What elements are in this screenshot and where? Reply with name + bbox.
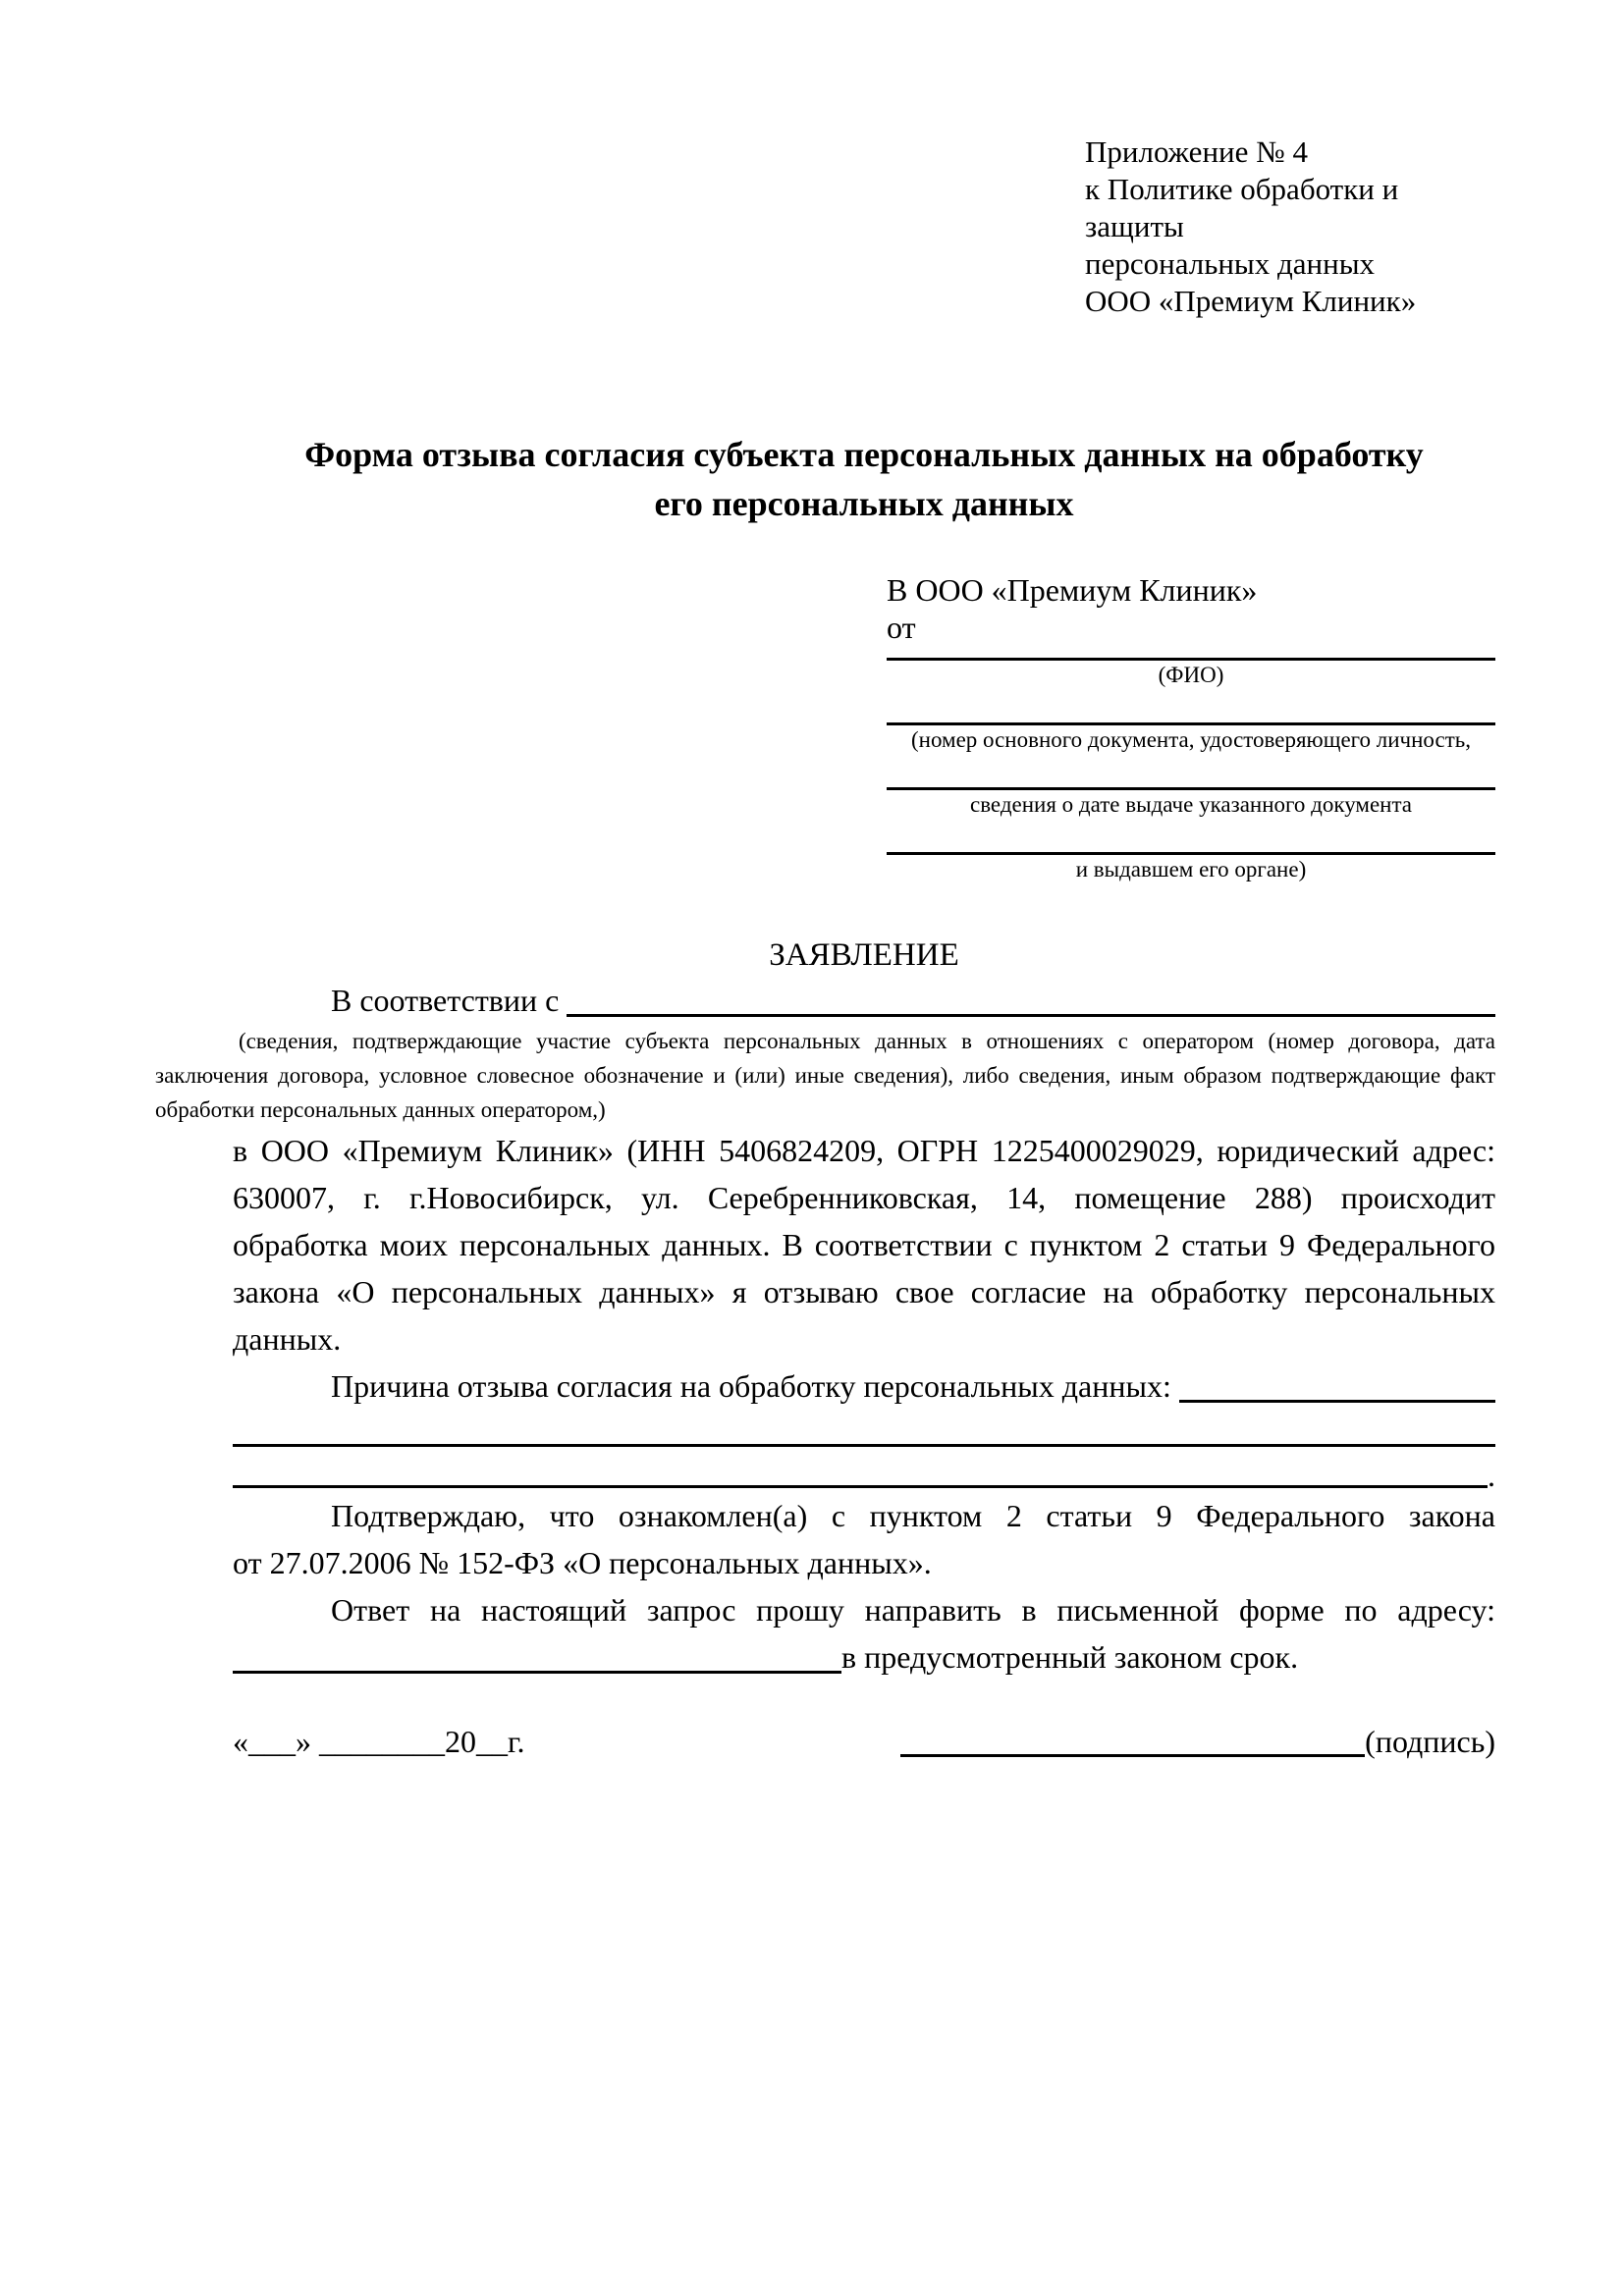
body-line: данных. bbox=[233, 1321, 342, 1357]
small-print-line: заключения договора, условное словесное обозначение и (или) иные сведения), либо сведения, иным образом подтверждающие факт bbox=[155, 1063, 1495, 1088]
fio-field bbox=[887, 646, 1495, 690]
issuing-authority-caption: и выдавшем его органе) bbox=[1075, 857, 1307, 881]
date-line[interactable]: «___» ________20__г. bbox=[233, 1724, 525, 1759]
issuing-authority-field bbox=[887, 820, 1495, 884]
appendix-line: персональных данных bbox=[1085, 246, 1376, 281]
confirm-line: Подтверждаю, что ознакомлен(а) с пунктом 2 статьи 9 Федерального закона bbox=[331, 1498, 1495, 1533]
reason-paragraph bbox=[233, 1362, 1495, 1410]
appendix-line: Приложение № 4 bbox=[1085, 134, 1308, 169]
footer-row bbox=[233, 1720, 1495, 1763]
statement-heading: ЗАЯВЛЕНИЕ bbox=[769, 937, 959, 973]
issue-date-field bbox=[887, 755, 1495, 820]
addressee-to: В ООО «Премиум Клиник» bbox=[887, 572, 1258, 608]
appendix-header bbox=[1085, 133, 1495, 320]
body-paragraph bbox=[233, 1127, 1495, 1362]
small-print-line: обработки персональных данных оператором,) bbox=[155, 1097, 606, 1122]
reply-paragraph bbox=[233, 1586, 1495, 1633]
issuing-authority-blank-line[interactable] bbox=[887, 820, 1495, 855]
trailing-period: . bbox=[1488, 1458, 1495, 1493]
appendix-line: к Политике обработки и защиты bbox=[1085, 172, 1399, 243]
reason-extra-blank-row-2 bbox=[233, 1451, 1495, 1492]
signature-blank-line[interactable] bbox=[900, 1754, 1365, 1757]
signature-group bbox=[900, 1720, 1495, 1763]
reply-suffix: в предусмотренный законом срок. bbox=[841, 1639, 1299, 1675]
reason-extra-blank-row-1 bbox=[233, 1410, 1495, 1451]
addressee-from: от bbox=[887, 610, 916, 645]
fio-caption: (ФИО) bbox=[1158, 663, 1224, 687]
form-title bbox=[233, 430, 1495, 528]
form-title-line: Форма отзыва согласия субъекта персональных данных на обработку bbox=[304, 435, 1424, 474]
addressee-block bbox=[887, 571, 1495, 884]
small-print-note bbox=[155, 1024, 1495, 1127]
reply-request-line: Ответ на настоящий запрос прошу направить в письменной форме по адресу: bbox=[331, 1592, 1495, 1628]
body-line: закона «О персональных данных» я отзываю свое согласие на обработку персональных bbox=[233, 1274, 1495, 1309]
reason-extra-blank-line-2[interactable] bbox=[233, 1485, 1488, 1488]
according-paragraph bbox=[233, 977, 1495, 1024]
signature-caption: (подпись) bbox=[1365, 1724, 1495, 1759]
form-title-line: его персональных данных bbox=[654, 484, 1074, 523]
doc-number-field bbox=[887, 690, 1495, 755]
reason-prefix: Причина отзыва согласия на обработку персональных данных: bbox=[331, 1368, 1171, 1404]
according-prefix: В соответствии с bbox=[331, 983, 560, 1018]
doc-number-caption: (номер основного документа, удостоверяющего личность, bbox=[910, 727, 1471, 752]
reason-extra-blank-line-1[interactable] bbox=[233, 1444, 1495, 1447]
reason-blank-line[interactable] bbox=[1179, 1400, 1495, 1403]
confirm-paragraph bbox=[233, 1492, 1495, 1586]
body-line: 630007, г. г.Новосибирск, ул. Серебренниковская, 14, помещение 288) происходит bbox=[233, 1180, 1495, 1215]
issue-date-caption: сведения о дате выдаче указанного документа bbox=[969, 792, 1413, 817]
body-line: в ООО «Премиум Клиник» (ИНН 5406824209, ОГРН 1225400029029, юридический адрес: bbox=[233, 1133, 1495, 1168]
according-blank-line[interactable] bbox=[567, 1014, 1495, 1017]
reply-address-row bbox=[233, 1633, 1495, 1681]
doc-number-blank-line[interactable] bbox=[887, 690, 1495, 725]
reply-address-blank-line[interactable] bbox=[233, 1671, 841, 1674]
fio-blank-line[interactable] bbox=[887, 646, 1495, 661]
issue-date-blank-line[interactable] bbox=[887, 755, 1495, 790]
appendix-line: ООО «Премиум Клиник» bbox=[1085, 284, 1417, 318]
small-print-line: (сведения, подтверждающие участие субъекта персональных данных в отношениях с оператором (номер договора, дата bbox=[239, 1029, 1495, 1053]
body-line: обработка моих персональных данных. В соответствии с пунктом 2 статьи 9 Федерального bbox=[233, 1227, 1495, 1262]
confirm-line: от 27.07.2006 № 152-ФЗ «О персональных данных». bbox=[233, 1545, 932, 1580]
